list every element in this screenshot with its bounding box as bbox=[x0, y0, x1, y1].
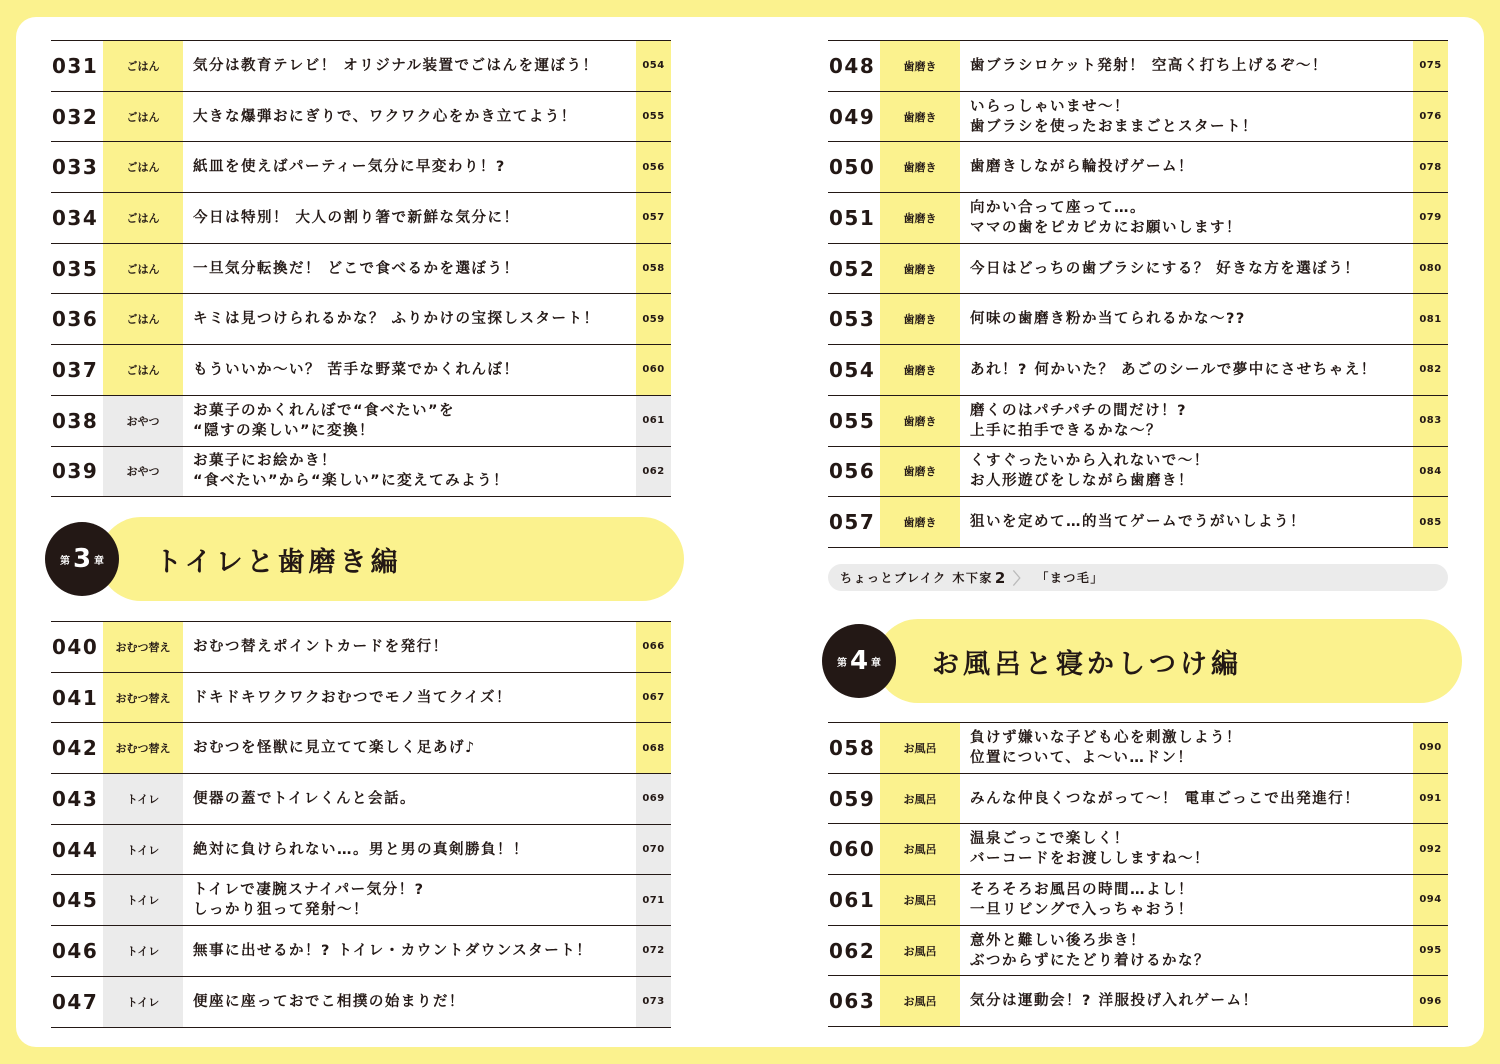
entry-title bbox=[960, 774, 1413, 824]
entry-title-line: みんな仲良くつながって～！ 電車ごっこで出発進行！ bbox=[970, 790, 1361, 807]
toc-section-rice-snack bbox=[51, 40, 671, 497]
category-tag: 歯磨き bbox=[880, 447, 960, 497]
entry-number: 053 bbox=[829, 307, 876, 332]
entry-title-line: 一旦気分転換だ！ どこで食べるかを選ぼう！ bbox=[193, 260, 520, 277]
category-tag: お風呂 bbox=[880, 875, 960, 925]
page-number: 075 bbox=[1413, 41, 1448, 91]
entry-title bbox=[960, 345, 1413, 395]
entry-title bbox=[960, 294, 1413, 344]
entry-title-line: 無事に出せるか！? トイレ・カウントダウンスタート！ bbox=[193, 942, 593, 959]
page-number: 090 bbox=[1413, 723, 1448, 773]
entry-title-line: ぶつからずにたどり着けるかな？ bbox=[970, 952, 1210, 969]
entry-title-line: いらっしゃいませ～！ bbox=[970, 98, 1130, 115]
chapter-badge bbox=[45, 522, 119, 596]
entry-title-line: 歯ブラシを使ったおままごとスタート！ bbox=[970, 118, 1258, 135]
page-number: 055 bbox=[636, 92, 671, 142]
category-tag: 歯磨き bbox=[880, 244, 960, 294]
entry-title bbox=[183, 774, 636, 824]
toc-section-bath bbox=[828, 722, 1448, 1027]
toc-row[interactable] bbox=[51, 193, 671, 244]
entry-title-line: おむつを怪獣に見立てて楽しく足あげ♪ bbox=[193, 740, 476, 757]
entry-number: 058 bbox=[829, 735, 876, 760]
toc-row[interactable] bbox=[828, 92, 1448, 143]
entry-title bbox=[183, 447, 636, 497]
toc-row[interactable] bbox=[51, 345, 671, 396]
entry-title-line: もういいか～い？ 苦手な野菜でかくれんぼ！ bbox=[193, 361, 520, 378]
category-tag: ごはん bbox=[103, 244, 183, 294]
entry-title-line: おむつ替えポイントカードを発行！ bbox=[193, 638, 449, 655]
toc-row[interactable] bbox=[51, 673, 671, 724]
entry-number: 041 bbox=[52, 685, 99, 710]
category-tag: 歯磨き bbox=[880, 193, 960, 243]
chapter-number: 3 bbox=[72, 544, 92, 574]
page-number: 066 bbox=[636, 622, 671, 672]
toc-row[interactable] bbox=[828, 875, 1448, 926]
toc-row[interactable] bbox=[51, 723, 671, 774]
entry-number: 040 bbox=[52, 634, 99, 659]
toc-row[interactable] bbox=[51, 875, 671, 926]
toc-row[interactable] bbox=[828, 447, 1448, 498]
entry-title bbox=[183, 396, 636, 446]
toc-page bbox=[16, 17, 1484, 1047]
toc-row[interactable] bbox=[828, 396, 1448, 447]
page-number: 054 bbox=[636, 41, 671, 91]
entry-title bbox=[183, 825, 636, 875]
entry-title bbox=[183, 926, 636, 976]
entry-title bbox=[960, 396, 1413, 446]
entry-title bbox=[183, 41, 636, 91]
entry-title-line: ドキドキワクワクおむつでモノ当てクイズ！ bbox=[193, 689, 512, 706]
entry-title-line: 位置について、よ～い…ドン！ bbox=[970, 749, 1194, 766]
entry-title-line: キミは見つけられるかな？ ふりかけの宝探しスタート！ bbox=[193, 311, 600, 328]
entry-title-line: 狙いを定めて…的当てゲームでうがいしよう！ bbox=[970, 514, 1306, 531]
entry-number: 036 bbox=[52, 307, 99, 332]
entry-title-line: 何味の歯磨き粉か当てられるかな～?? bbox=[970, 311, 1246, 328]
toc-row[interactable] bbox=[828, 723, 1448, 774]
entry-title-line: 紙皿を使えばパーティー気分に早変わり！? bbox=[193, 159, 506, 176]
chapter-3-header bbox=[51, 517, 691, 601]
page-number: 094 bbox=[1413, 875, 1448, 925]
page-number: 068 bbox=[636, 723, 671, 773]
toc-row[interactable] bbox=[828, 294, 1448, 345]
entry-title-line: 今日は特別！ 大人の割り箸で新鮮な気分に！ bbox=[193, 209, 520, 226]
entry-number: 038 bbox=[52, 408, 99, 433]
category-tag: 歯磨き bbox=[880, 92, 960, 142]
entry-title-line: お人形遊びをしながら歯磨き！ bbox=[970, 473, 1194, 490]
entry-number: 031 bbox=[52, 53, 99, 78]
page-number: 080 bbox=[1413, 244, 1448, 294]
entry-title-line: 上手に拍手できるかな～？ bbox=[970, 422, 1162, 439]
category-tag: 歯磨き bbox=[880, 41, 960, 91]
category-tag: おやつ bbox=[103, 396, 183, 446]
entry-number: 061 bbox=[829, 887, 876, 912]
page-number: 069 bbox=[636, 774, 671, 824]
entry-title-line: 絶対に負けられない…。男と男の真剣勝負！！ bbox=[193, 841, 529, 858]
entry-title-line: 歯ブラシロケット発射！ 空高く打ち上げるぞ～！ bbox=[970, 57, 1328, 74]
entry-number: 062 bbox=[829, 938, 876, 963]
page-number: 062 bbox=[636, 447, 671, 497]
toc-row[interactable] bbox=[828, 193, 1448, 244]
chapter-prefix: 第 bbox=[59, 555, 70, 567]
category-tag: ごはん bbox=[103, 193, 183, 243]
entry-number: 050 bbox=[829, 155, 876, 180]
entry-title bbox=[960, 875, 1413, 925]
page-number: 071 bbox=[636, 875, 671, 925]
category-tag: トイレ bbox=[103, 774, 183, 824]
toc-row[interactable] bbox=[51, 92, 671, 143]
entry-title bbox=[183, 244, 636, 294]
page-number: 084 bbox=[1413, 447, 1448, 497]
entry-number: 055 bbox=[829, 408, 876, 433]
entry-number: 044 bbox=[52, 837, 99, 862]
toc-row[interactable] bbox=[51, 396, 671, 447]
page-number: 058 bbox=[636, 244, 671, 294]
entry-number: 046 bbox=[52, 938, 99, 963]
entry-title-line: 温泉ごっこで楽しく！ bbox=[970, 831, 1130, 848]
entry-number: 043 bbox=[52, 786, 99, 811]
toc-row[interactable] bbox=[51, 977, 671, 1028]
toc-row[interactable] bbox=[828, 976, 1448, 1027]
entry-title-line: お菓子にお絵かき！ bbox=[193, 453, 337, 470]
entry-title bbox=[960, 92, 1413, 142]
entry-title-line: そろそろお風呂の時間…よし！ bbox=[970, 881, 1194, 898]
entry-number: 048 bbox=[829, 53, 876, 78]
entry-title bbox=[183, 193, 636, 243]
entry-title bbox=[183, 673, 636, 723]
entry-title-line: 便器の蓋でトイレくんと会話。 bbox=[193, 790, 416, 807]
category-tag: おむつ替え bbox=[103, 673, 183, 723]
entry-number: 060 bbox=[829, 837, 876, 862]
page-number: 056 bbox=[636, 142, 671, 192]
category-tag: ごはん bbox=[103, 41, 183, 91]
entry-title-line: 向かい合って座って…。 bbox=[970, 199, 1146, 216]
entry-title-line: 磨くのはパチパチの間だけ！? bbox=[970, 402, 1188, 419]
entry-title-line: しっかり狙って発射～！ bbox=[193, 902, 369, 919]
entry-number: 063 bbox=[829, 989, 876, 1014]
category-tag: 歯磨き bbox=[880, 294, 960, 344]
toc-row[interactable] bbox=[51, 447, 671, 498]
page-number: 083 bbox=[1413, 396, 1448, 446]
entry-title-line: トイレで凄腕スナイパー気分！? bbox=[193, 882, 425, 899]
entry-number: 035 bbox=[52, 256, 99, 281]
entry-title bbox=[183, 723, 636, 773]
toc-row[interactable] bbox=[51, 825, 671, 876]
entry-number: 059 bbox=[829, 786, 876, 811]
category-tag: ごはん bbox=[103, 345, 183, 395]
page-number: 070 bbox=[636, 825, 671, 875]
toc-row[interactable] bbox=[51, 622, 671, 673]
toc-row[interactable] bbox=[51, 294, 671, 345]
category-tag: ごはん bbox=[103, 294, 183, 344]
category-tag: トイレ bbox=[103, 825, 183, 875]
toc-row[interactable] bbox=[828, 41, 1448, 92]
category-tag: 歯磨き bbox=[880, 142, 960, 192]
entry-title-line: ママの歯をピカピカにお願いします！ bbox=[970, 219, 1242, 236]
entry-number: 034 bbox=[52, 205, 99, 230]
entry-title-line: 一旦リビングで入っちゃおう！ bbox=[970, 901, 1194, 918]
entry-title bbox=[960, 193, 1413, 243]
toc-row[interactable] bbox=[828, 926, 1448, 977]
toc-row[interactable] bbox=[828, 774, 1448, 825]
entry-number: 047 bbox=[52, 989, 99, 1014]
page-number: 079 bbox=[1413, 193, 1448, 243]
category-tag: おむつ替え bbox=[103, 622, 183, 672]
chapter-badge bbox=[822, 624, 896, 698]
entry-title bbox=[183, 875, 636, 925]
category-tag: おやつ bbox=[103, 447, 183, 497]
entry-title bbox=[960, 447, 1413, 497]
entry-title bbox=[183, 622, 636, 672]
entry-title bbox=[960, 142, 1413, 192]
entry-number: 049 bbox=[829, 104, 876, 129]
entry-number: 042 bbox=[52, 736, 99, 761]
entry-number: 054 bbox=[829, 357, 876, 382]
category-tag: 歯磨き bbox=[880, 345, 960, 395]
chapter-suffix: 章 bbox=[871, 657, 882, 669]
category-tag: ごはん bbox=[103, 142, 183, 192]
page-number: 082 bbox=[1413, 345, 1448, 395]
toc-section-toothbrush bbox=[828, 40, 1448, 548]
entry-number: 057 bbox=[829, 510, 876, 535]
entry-title bbox=[960, 976, 1413, 1026]
chapter-title: トイレと歯磨き編 bbox=[155, 547, 402, 578]
entry-title bbox=[183, 294, 636, 344]
entry-title bbox=[183, 142, 636, 192]
entry-title bbox=[960, 926, 1413, 976]
entry-title-line: “隠すの楽しい”に変換！ bbox=[193, 422, 376, 439]
entry-title bbox=[183, 92, 636, 142]
category-tag: お風呂 bbox=[880, 723, 960, 773]
entry-number: 051 bbox=[829, 205, 876, 230]
entry-title-line: 気分は教育テレビ！ オリジナル装置でごはんを運ぼう！ bbox=[193, 57, 599, 74]
page-number: 059 bbox=[636, 294, 671, 344]
page-number: 060 bbox=[636, 345, 671, 395]
category-tag: おむつ替え bbox=[103, 723, 183, 773]
entry-title-line: 意外と難しい後ろ歩き！ bbox=[970, 932, 1146, 949]
chevron-right-icon: 〉 bbox=[1012, 569, 1031, 588]
category-tag: お風呂 bbox=[880, 774, 960, 824]
page-number: 057 bbox=[636, 193, 671, 243]
toc-row[interactable] bbox=[51, 244, 671, 295]
entry-title-line: 大きな爆弾おにぎりで、ワクワク心をかき立てよう！ bbox=[193, 108, 577, 125]
entry-number: 052 bbox=[829, 256, 876, 281]
category-tag: お風呂 bbox=[880, 824, 960, 874]
toc-row[interactable] bbox=[51, 774, 671, 825]
entry-title-line: バーコードをお渡ししますね～！ bbox=[970, 851, 1210, 868]
category-tag: ごはん bbox=[103, 92, 183, 142]
toc-row[interactable] bbox=[51, 41, 671, 92]
page-number: 081 bbox=[1413, 294, 1448, 344]
page-number: 078 bbox=[1413, 142, 1448, 192]
entry-title bbox=[183, 977, 636, 1027]
entry-number: 032 bbox=[52, 104, 99, 129]
chapter-4-header bbox=[828, 619, 1468, 703]
category-tag: お風呂 bbox=[880, 976, 960, 1026]
chapter-suffix: 章 bbox=[94, 555, 105, 567]
entry-title-line: あれ！? 何かいた？ あごのシールで夢中にさせちゃえ！ bbox=[970, 361, 1377, 378]
entry-title-line: 気分は運動会！? 洋服投げ入れゲーム！ bbox=[970, 993, 1259, 1010]
category-tag: 歯磨き bbox=[880, 396, 960, 446]
toc-row[interactable] bbox=[828, 345, 1448, 396]
entry-number: 039 bbox=[52, 459, 99, 484]
chapter-title: お風呂と寝かしつけ編 bbox=[932, 649, 1242, 680]
entry-title-line: 歯磨きしながら輪投げゲーム！ bbox=[970, 159, 1194, 176]
entry-title bbox=[183, 345, 636, 395]
entry-number: 045 bbox=[52, 888, 99, 913]
entry-title bbox=[960, 41, 1413, 91]
entry-title bbox=[960, 244, 1413, 294]
entry-title bbox=[960, 497, 1413, 547]
entry-title-line: 便座に座っておでこ相撲の始まりだ！ bbox=[193, 993, 465, 1010]
toc-row[interactable] bbox=[51, 926, 671, 977]
entry-number: 056 bbox=[829, 459, 876, 484]
entry-title bbox=[960, 824, 1413, 874]
category-tag: トイレ bbox=[103, 926, 183, 976]
toc-section-diaper-toilet bbox=[51, 621, 671, 1028]
entry-title-line: “食べたい”から“楽しい”に変えてみよう！ bbox=[193, 473, 510, 490]
chapter-number: 4 bbox=[849, 646, 869, 676]
entry-title-line: くすぐったいから入れないで～！ bbox=[970, 453, 1210, 470]
category-tag: トイレ bbox=[103, 875, 183, 925]
page-number: 095 bbox=[1413, 926, 1448, 976]
page-number: 092 bbox=[1413, 824, 1448, 874]
entry-number: 033 bbox=[52, 155, 99, 180]
page-number: 076 bbox=[1413, 92, 1448, 142]
break-label: ちょっとブレイク 木下家 bbox=[840, 571, 993, 585]
page-number: 067 bbox=[636, 673, 671, 723]
entry-title-line: お菓子のかくれんぼで“食べたい”を bbox=[193, 402, 456, 419]
category-tag: お風呂 bbox=[880, 926, 960, 976]
entry-title bbox=[960, 723, 1413, 773]
break-banner[interactable] bbox=[828, 564, 1448, 591]
entry-number: 037 bbox=[52, 357, 99, 382]
page-number: 073 bbox=[636, 977, 671, 1027]
toc-row[interactable] bbox=[828, 244, 1448, 295]
break-title: 「まつ毛」 bbox=[1036, 571, 1104, 585]
toc-row[interactable] bbox=[828, 824, 1448, 875]
category-tag: トイレ bbox=[103, 977, 183, 1027]
toc-row[interactable] bbox=[51, 142, 671, 193]
toc-row[interactable] bbox=[828, 142, 1448, 193]
page-number: 096 bbox=[1413, 976, 1448, 1026]
page-number: 085 bbox=[1413, 497, 1448, 547]
entry-title-line: 負けず嫌いな子ども心を刺激しよう！ bbox=[970, 729, 1242, 746]
entry-title-line: 今日はどっちの歯ブラシにする？ 好きな方を選ぼう！ bbox=[970, 260, 1361, 277]
page-number: 091 bbox=[1413, 774, 1448, 824]
toc-row[interactable] bbox=[828, 497, 1448, 548]
chapter-prefix: 第 bbox=[836, 657, 847, 669]
page-number: 072 bbox=[636, 926, 671, 976]
category-tag: 歯磨き bbox=[880, 497, 960, 547]
page-number: 061 bbox=[636, 396, 671, 446]
break-number: 2 bbox=[994, 568, 1007, 587]
